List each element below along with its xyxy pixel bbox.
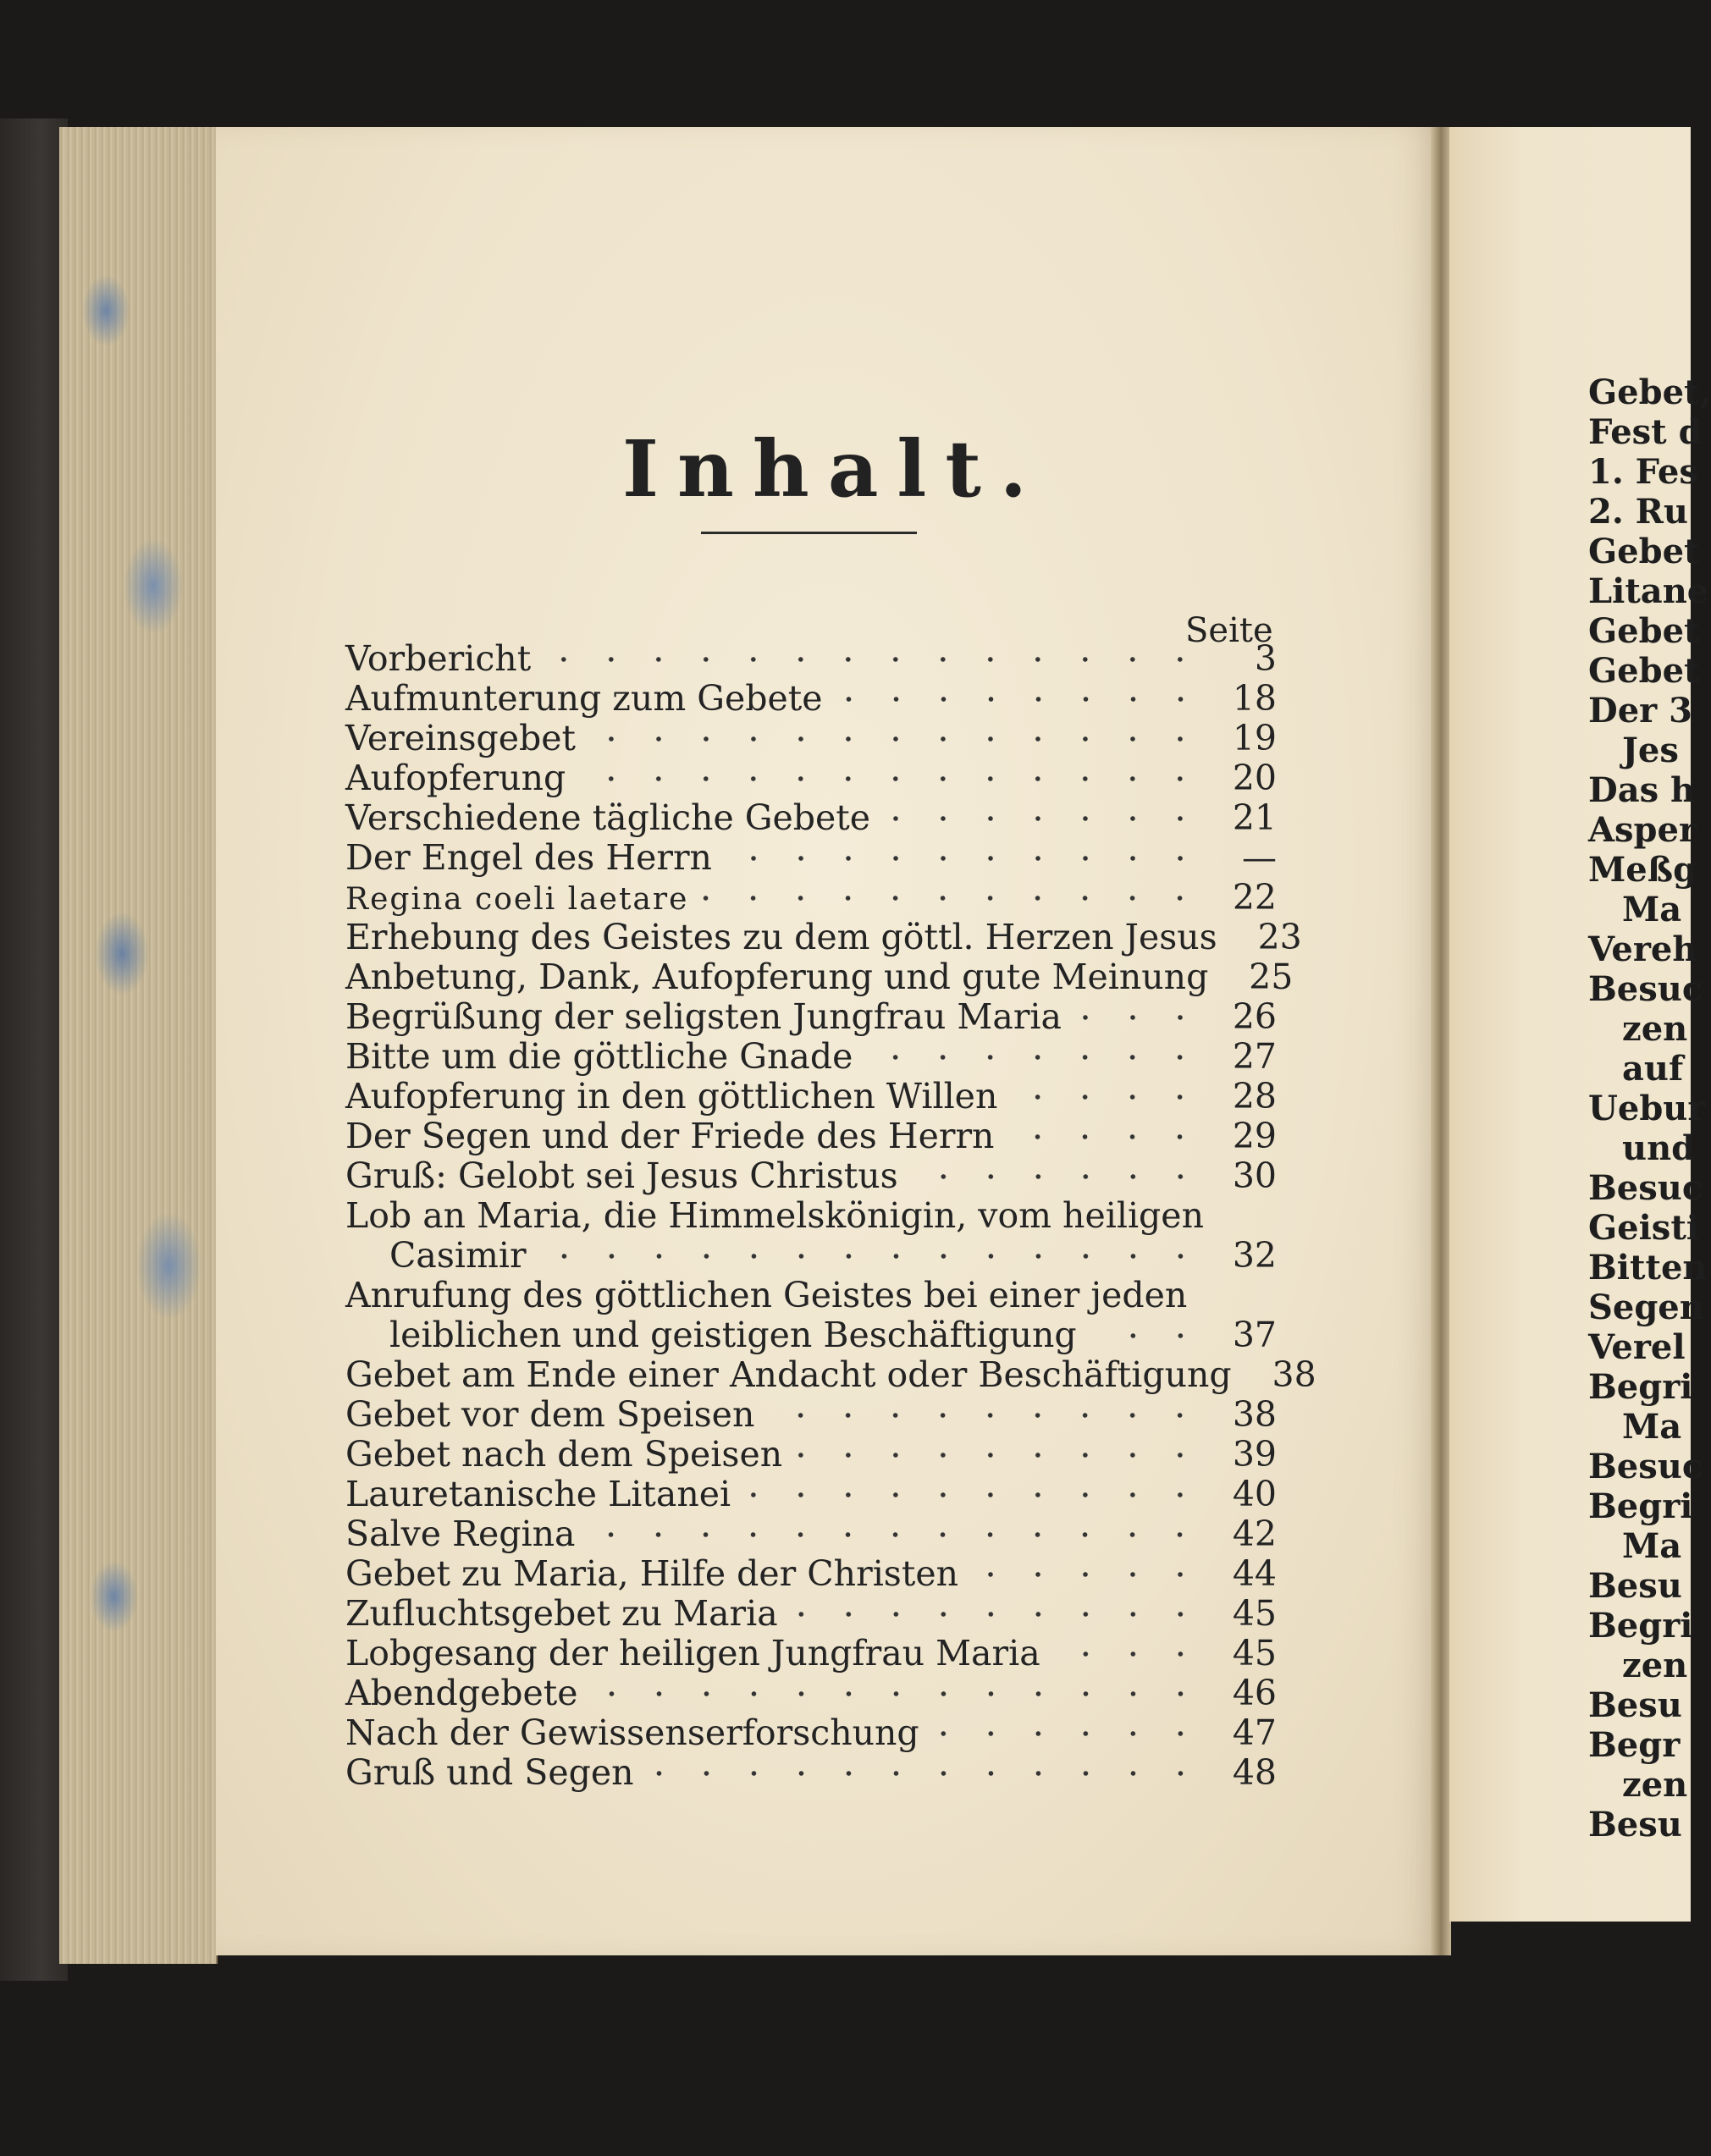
toc-entry-page: 44 [1232, 1553, 1277, 1594]
toc-entry-page: 3 [1254, 638, 1277, 679]
toc-entry-title: Salve Regina [345, 1514, 576, 1554]
right-page-fragment: Gebet [1588, 651, 1700, 691]
dot-leader [538, 1253, 1204, 1260]
toc-entry-page: 40 [1232, 1474, 1277, 1514]
toc-entry [345, 1156, 1277, 1196]
toc-entry [345, 1475, 1277, 1514]
toc-entry [345, 917, 1302, 957]
right-page-fragment: und [1622, 1128, 1696, 1168]
right-page-fragment: Besuc [1588, 1168, 1703, 1208]
toc-entry-title: Vorbericht [345, 638, 532, 679]
toc-entry-title: Lauretanische Litanei [345, 1474, 731, 1514]
toc-entry-title: Regina coeli laetare [345, 882, 689, 917]
toc-entry-title: Gebet am Ende einer Andacht oder Beschäftigung [345, 1354, 1232, 1395]
toc-entry-page: 29 [1232, 1116, 1277, 1156]
toc-entry-page: 47 [1232, 1712, 1277, 1753]
toc-entry [345, 1077, 1277, 1117]
toc-entry-title: Gruß und Segen [345, 1752, 634, 1793]
toc-entry-title: Anrufung des göttlichen Geistes bei einer jeden [345, 1275, 1188, 1315]
toc-entry [345, 1117, 1277, 1156]
right-page-fragment: Das h [1588, 770, 1696, 810]
right-page-fragment: Besu [1588, 1566, 1682, 1606]
right-page-fragment: Uebur [1588, 1089, 1706, 1128]
toc-entry-page: 37 [1232, 1315, 1277, 1355]
toc-entry-title: Begrüßung der seligsten Jungfrau Maria [345, 996, 1062, 1037]
toc-entry-title: Vereinsgebet [345, 718, 577, 758]
right-page-fragment: Asper [1588, 810, 1697, 850]
toc-entry [345, 1753, 1277, 1793]
dot-leader [970, 1571, 1204, 1578]
dot-leader [742, 1492, 1204, 1498]
toc-entry [345, 1395, 1277, 1435]
toc-entry-title: Aufopferung [345, 758, 566, 798]
dot-leader [794, 1452, 1204, 1458]
right-page-fragment: Begri [1588, 1606, 1693, 1646]
toc-entry-page: 30 [1232, 1155, 1277, 1196]
right-page-fragment: Ma [1622, 1407, 1682, 1447]
toc-entry [345, 1713, 1277, 1753]
toc-entry-page: 21 [1232, 797, 1277, 838]
toc-entry [345, 1594, 1277, 1634]
toc-entry-page: 19 [1232, 718, 1277, 758]
dot-leader [910, 1173, 1204, 1180]
toc-entry-page: 38 [1272, 1354, 1316, 1395]
dot-leader [931, 1730, 1204, 1737]
toc-entry-page: 45 [1232, 1633, 1277, 1674]
book-cover-edge [0, 119, 68, 1981]
seite-column-label: Seite [1185, 611, 1273, 650]
right-page-fragment: auf [1622, 1049, 1684, 1089]
dot-leader [587, 1531, 1204, 1538]
dot-leader [724, 855, 1204, 862]
toc-entry-page: 48 [1232, 1752, 1277, 1793]
toc-entry-title: Lob an Maria, die Himmelskönigin, vom heiligen [345, 1195, 1204, 1236]
right-page-fragment: 1. Fes [1588, 452, 1698, 492]
right-page-fragment: Vereh [1588, 929, 1697, 969]
toc-entry-page: 25 [1249, 957, 1294, 997]
dot-leader [1089, 1332, 1204, 1339]
toc-entry-page: 32 [1232, 1235, 1277, 1276]
toc-entry [345, 1196, 1277, 1276]
dot-leader [882, 815, 1204, 822]
right-page-fragment: Begri [1588, 1367, 1693, 1407]
right-page-fragment: Besu [1588, 1685, 1682, 1725]
toc-entry-title: Aufopferung in den göttlichen Willen [345, 1076, 998, 1117]
toc-entry-title: Der Engel des Herrn [345, 837, 712, 878]
toc-entry-page: — [1242, 837, 1277, 878]
toc-entry-page: 42 [1232, 1514, 1277, 1554]
toc-entry-title: Lobgesang der heiligen Jungfrau Maria [345, 1633, 1040, 1674]
toc-entry [345, 1354, 1316, 1395]
dot-leader [766, 1412, 1204, 1419]
right-page-fragment: Ma [1622, 1526, 1682, 1566]
right-page-fragment: Ma [1622, 890, 1682, 929]
right-page-fragment: Begr [1588, 1725, 1681, 1765]
right-page-fragment: Jes [1622, 731, 1679, 770]
right-page-fragment: Verel [1588, 1327, 1686, 1367]
toc-entry [345, 1514, 1277, 1554]
right-page-fragment: Fest d [1588, 412, 1703, 452]
toc-entry-page: 23 [1257, 917, 1302, 957]
toc-entry-page: 28 [1232, 1076, 1277, 1117]
right-page-fragment: zen [1622, 1765, 1688, 1805]
toc-entry-title: Nach der Gewissenserforschung [345, 1712, 919, 1753]
toc-entry-page: 20 [1232, 758, 1277, 798]
toc-entry [345, 878, 1277, 918]
toc-entry [345, 1276, 1277, 1355]
toc-entry-title: Erhebung des Geistes zu dem göttl. Herzen Jesus [345, 917, 1217, 957]
right-page-fragment: Geisti [1588, 1208, 1699, 1248]
toc-entry-title: Aufmunterung zum Gebete [345, 678, 823, 719]
right-page-entries [1588, 372, 1711, 1844]
toc-entry-title: Gebet nach dem Speisen [345, 1434, 783, 1475]
right-page-fragment: Begri [1588, 1486, 1693, 1526]
page-edges [59, 127, 218, 1964]
dot-leader [646, 1770, 1204, 1777]
right-page-fragment: zen [1622, 1646, 1688, 1685]
toc-entry [345, 798, 1277, 838]
toc-entry-page: 26 [1232, 996, 1277, 1037]
right-page-fragment: Besuc [1588, 1447, 1703, 1486]
title-rule [701, 532, 917, 534]
right-page-fragment: Meßg [1588, 850, 1697, 890]
right-page-fragment: Gebet [1588, 532, 1700, 571]
toc-entry-page: 18 [1232, 678, 1277, 719]
toc-entry-title: Zufluchtsgebet zu Maria [345, 1593, 778, 1634]
toc-entry [345, 1674, 1277, 1713]
toc-entry-page: 39 [1232, 1434, 1277, 1475]
dot-leader [588, 736, 1204, 742]
dot-leader [543, 656, 1204, 663]
toc-entry [345, 1634, 1277, 1674]
dot-leader [790, 1611, 1204, 1618]
right-page-fragment: Segen [1588, 1288, 1704, 1327]
right-page-fragment: Litane [1588, 571, 1709, 611]
page-title: Inhalt. [622, 423, 1046, 515]
right-page-fragment: zen [1622, 1009, 1688, 1049]
toc-entry [345, 639, 1277, 679]
dot-leader [864, 1054, 1204, 1061]
toc-entry [345, 1435, 1277, 1475]
toc-entry-title-continued: Casimir [389, 1235, 527, 1276]
toc-entry-title: Bitte um die göttliche Gnade [345, 1036, 853, 1077]
dot-leader [835, 696, 1205, 703]
book-gutter [1431, 127, 1451, 1955]
toc-entry-page: 38 [1232, 1394, 1277, 1435]
dot-leader [590, 1690, 1204, 1697]
dot-leader [700, 895, 1204, 902]
toc-entry [345, 758, 1277, 798]
toc-entry-title: Gebet vor dem Speisen [345, 1394, 755, 1435]
toc-entry [345, 1554, 1277, 1594]
dot-leader [1006, 1133, 1204, 1140]
toc-entry-title: Abendgebete [345, 1673, 578, 1713]
toc-entry [345, 957, 1294, 997]
table-of-contents [345, 638, 1316, 1793]
toc-entry-title-continued: leiblichen und geistigen Beschäftigung [389, 1315, 1077, 1355]
right-page-fragment: 2. Ru [1588, 492, 1689, 532]
right-page-text-clip [1449, 127, 1711, 1922]
toc-entry-page: 45 [1232, 1593, 1277, 1634]
toc-entry-page: 27 [1232, 1036, 1277, 1077]
right-page-fragment: Gebet, [1588, 372, 1711, 412]
toc-entry-page: 46 [1232, 1673, 1277, 1713]
toc-entry [345, 719, 1277, 758]
toc-entry [345, 1037, 1277, 1077]
toc-entry [345, 679, 1277, 719]
toc-entry-title: Der Segen und der Friede des Herrn [345, 1116, 995, 1156]
toc-entry-title: Verschiedene tägliche Gebete [345, 797, 871, 838]
right-page-fragment: Besu [1588, 1805, 1682, 1844]
toc-entry-title: Anbetung, Dank, Aufopferung und gute Meinung [345, 957, 1209, 997]
right-page-fragment: Besuc [1588, 969, 1703, 1009]
dot-leader [577, 775, 1204, 782]
toc-entry-title: Gruß: Gelobt sei Jesus Christus [345, 1155, 898, 1196]
dot-leader [1074, 1014, 1204, 1021]
dot-leader [1052, 1651, 1204, 1657]
toc-entry-title: Gebet zu Maria, Hilfe der Christen [345, 1553, 958, 1594]
right-page-fragment: Gebet [1588, 611, 1700, 651]
toc-entry-page: 22 [1232, 877, 1277, 918]
toc-entry [345, 997, 1277, 1037]
dot-leader [1009, 1094, 1204, 1100]
right-page-fragment: Der 3 [1588, 691, 1692, 731]
toc-entry [345, 838, 1277, 878]
right-page-fragment: Bitten [1588, 1248, 1708, 1288]
